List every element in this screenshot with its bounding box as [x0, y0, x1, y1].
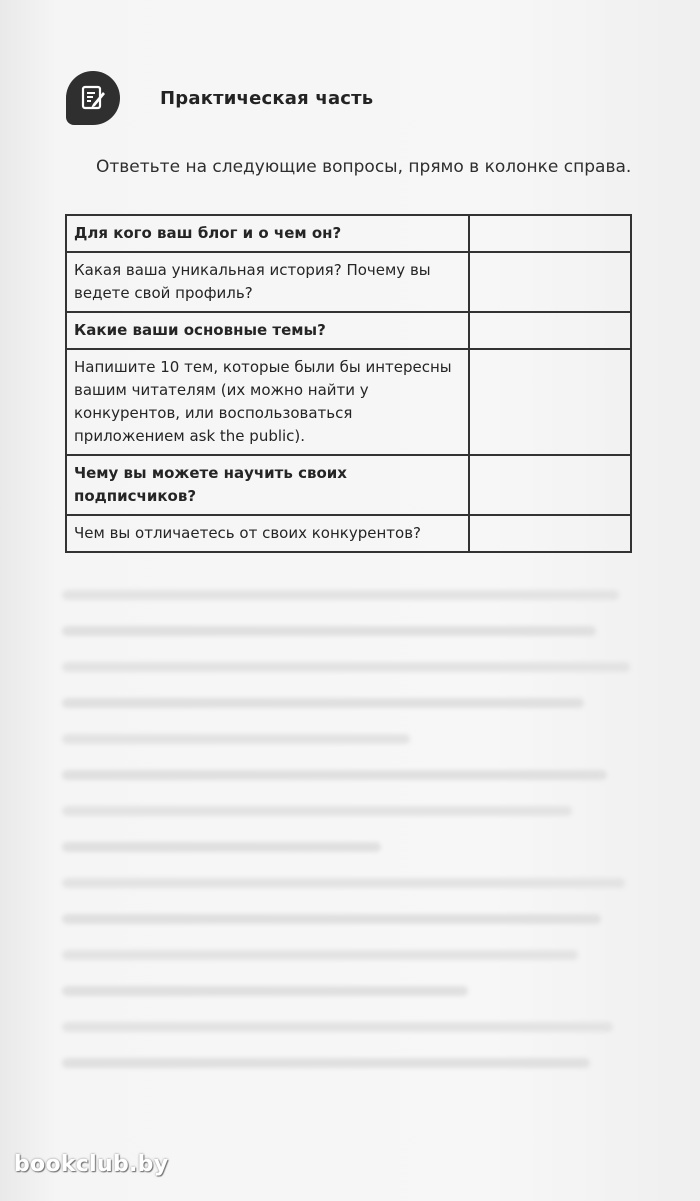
questions-table — [65, 214, 632, 553]
answer-cell[interactable] — [469, 349, 631, 455]
bleed-through-text — [62, 590, 642, 1094]
instructions-text: Ответьте на следующие вопросы, прямо в колонке справа. — [96, 157, 632, 177]
table-row — [66, 515, 631, 552]
watermark: bookclub.by — [14, 1152, 169, 1177]
table-row — [66, 312, 631, 349]
question-cell: Какие ваши основные темы? — [66, 312, 469, 349]
answer-cell[interactable] — [469, 515, 631, 552]
answer-cell[interactable] — [469, 252, 631, 312]
question-cell: Напишите 10 тем, которые были бы интересны вашим читателям (их можно найти у конкурентов, или воспользоваться приложением ask the public). — [66, 349, 469, 455]
section-title: Практическая часть — [160, 87, 374, 109]
table-row — [66, 455, 631, 515]
question-cell: Чему вы можете научить своих подписчиков? — [66, 455, 469, 515]
question-cell: Чем вы отличаетесь от своих конкурентов? — [66, 515, 469, 552]
question-cell: Для кого ваш блог и о чем он? — [66, 215, 469, 252]
answer-cell[interactable] — [469, 215, 631, 252]
table-row — [66, 252, 631, 312]
table-row — [66, 349, 631, 455]
table-row — [66, 215, 631, 252]
question-cell: Какая ваша уникальная история? Почему вы ведете свой профиль? — [66, 252, 469, 312]
answer-cell[interactable] — [469, 312, 631, 349]
answer-cell[interactable] — [469, 455, 631, 515]
section-header — [66, 68, 373, 128]
notepad-pencil-icon — [66, 71, 120, 125]
